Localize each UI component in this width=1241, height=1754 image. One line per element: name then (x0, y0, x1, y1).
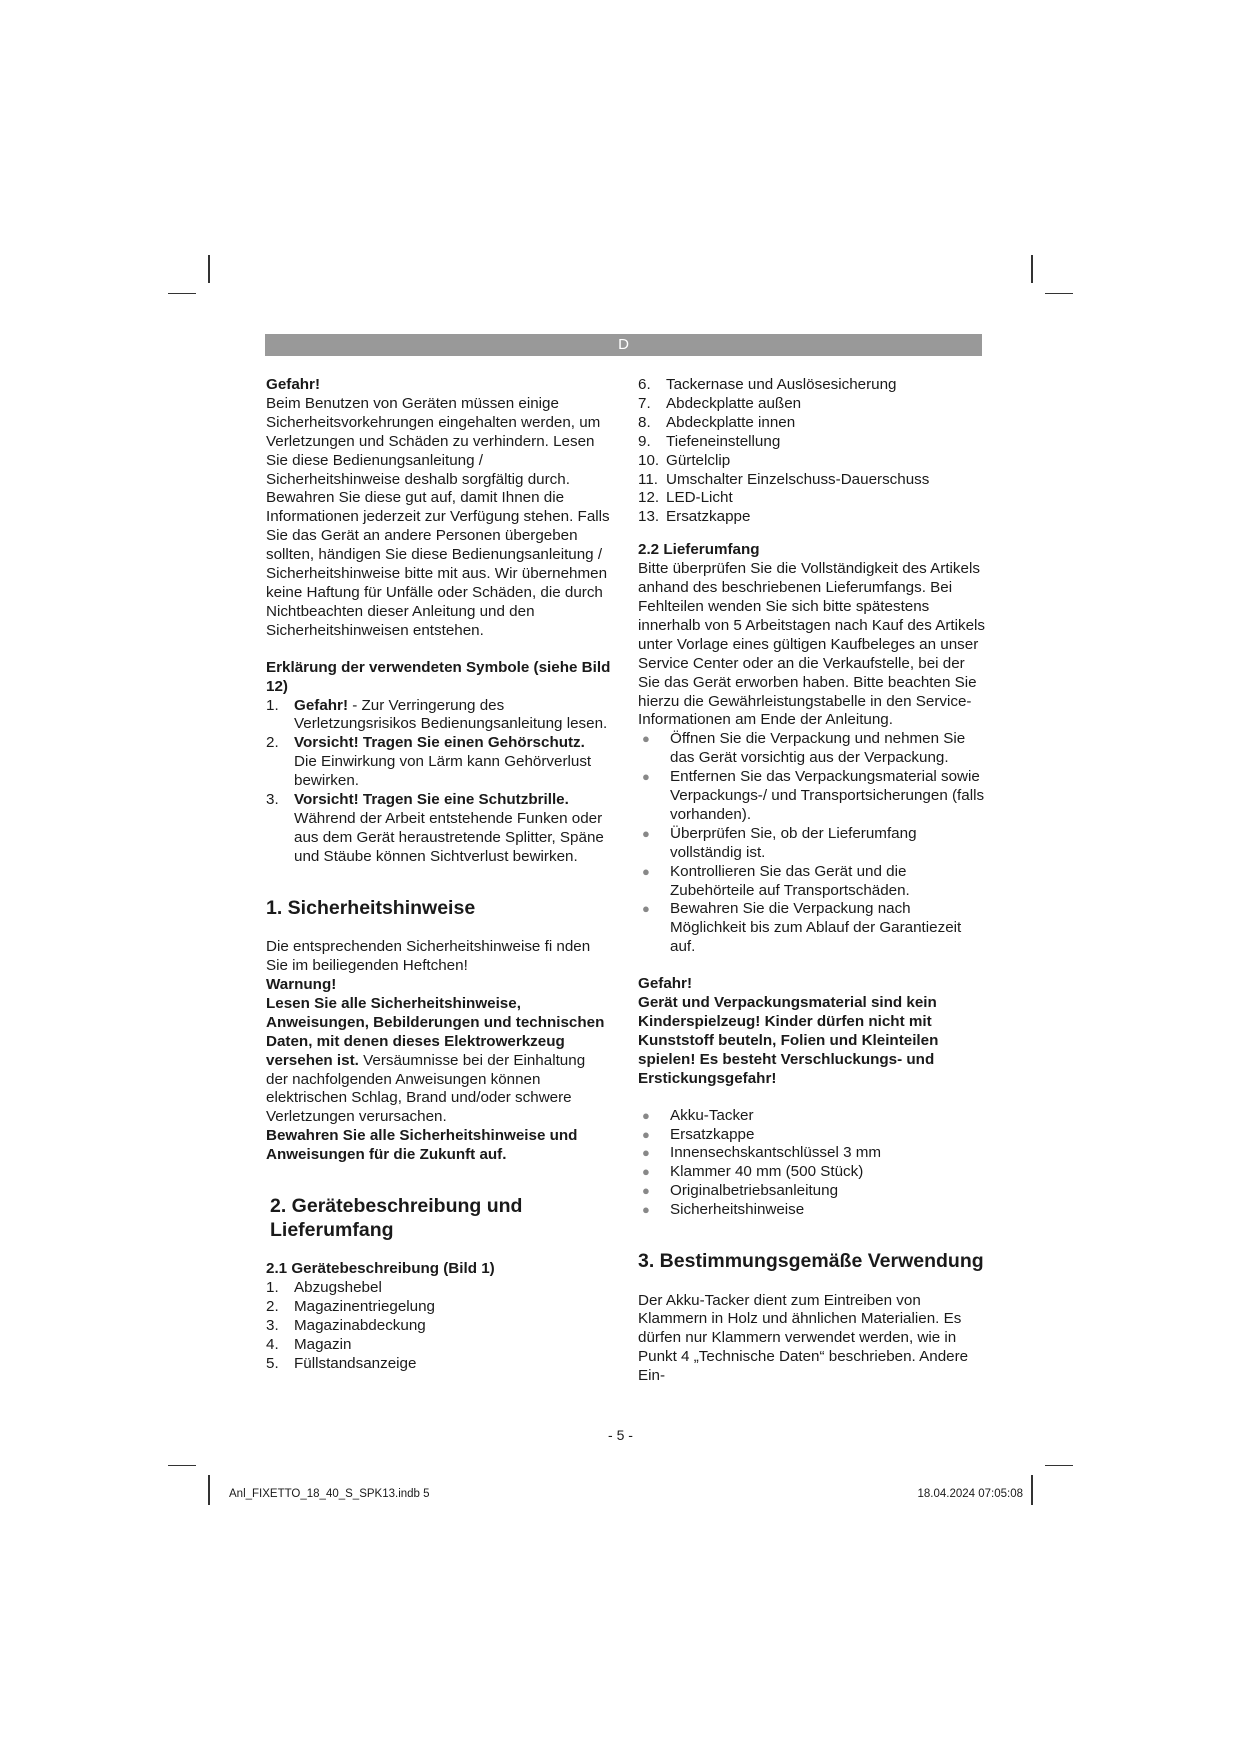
language-label: D (618, 336, 629, 353)
intended-use-text: Der Akku-Tacker dient zum Eintreiben von Klammern in Holz und ähnlichen Materialien. Es dürfen nur Klammern verwendet werden, wie in Punkt 4 „Technische Daten“ beschrieben. Andere Ein- (638, 1291, 969, 1385)
list-item: 4. Magazin (266, 1335, 352, 1353)
list-item: ● Innensechskantschlüssel 3 mm (642, 1144, 882, 1162)
list-item: 12. LED-Licht (638, 489, 733, 507)
danger-title-2: Gefahr! (638, 975, 693, 993)
language-header-bar (265, 334, 982, 356)
list-item: ● Kontrollieren Sie das Gerät und die Zubehörteile auf Transportschäden. (642, 862, 910, 899)
list-item: 13. Ersatzkappe (638, 508, 751, 526)
list-item: 9. Tiefeneinstellung (638, 432, 781, 450)
list-item: ● Ersatzkappe (642, 1125, 755, 1143)
list-item: 7. Abdeckplatte außen (638, 394, 802, 412)
list-item: 1. Gefahr! - Zur Verringerung des Verletzungsrisikos Bedienungsanleitung lesen. (266, 696, 608, 733)
list-item: ● Öffnen Sie die Verpackung und nehmen Sie das Gerät vorsichtig aus der Verpackung. (642, 730, 966, 767)
list-item: 3. Vorsicht! Tragen Sie eine Schutzbrille. Während der Arbeit entstehende Funken oder aus dem Gerät heraustretende Splitter, Späne und Stäube können Sichtverlust bewirken. (266, 791, 604, 865)
list-item: ● Sicherheitshinweise (642, 1201, 805, 1219)
section-1-heading: 1. Sicherheitshinweise (266, 896, 476, 919)
bullet-icon: ● (642, 769, 650, 785)
list-item: 10. Gürtelclip (638, 451, 731, 469)
crop-mark (168, 293, 196, 294)
delivery-text: Bitte überprüfen Sie die Vollständigkeit des Artikels anhand des beschriebenen Lieferumfangs. Bei Fehlteilen wenden Sie sich bitte spätestens innerhalb von 5 Arbeitstagen nach Kauf des Artikels unter Vorlage eines gültigen Kaufbeleges an unser Service Center oder an die Verkaufstelle, bei der Sie das Gerät erworben haben. Bitte beachten Sie hierzu die Gewährleistungstabelle in den Service-Informationen am Ende der Anleitung. (638, 560, 986, 729)
list-item: 2. Magazinentriegelung (266, 1297, 436, 1315)
parts-list-continued (638, 376, 988, 527)
footer-timestamp: 18.04.2024 07:05:08 (917, 1488, 1023, 1500)
bullet-icon: ● (642, 1145, 650, 1161)
list-item: 3. Magazinabdeckung (266, 1316, 426, 1334)
unpacking-steps (638, 730, 988, 957)
bullet-icon: ● (642, 1126, 650, 1142)
keep-instructions-note: Bewahren Sie alle Sicherheitshinweise und Anweisungen für die Zukunft auf. (266, 1127, 578, 1164)
bullet-icon: ● (642, 825, 650, 841)
list-item: 2. Vorsicht! Tragen Sie einen Gehörschutz. Die Einwirkung von Lärm kann Gehörverlust bewirken. (266, 734, 592, 790)
list-item: 6. Tackernase und Auslösesicherung (638, 376, 897, 393)
crop-mark (168, 1465, 196, 1466)
danger-text-2: Gerät und Verpackungsmaterial sind kein Kinderspielzeug! Kinder dürfen nicht mit Kunststoff beuteln, Folien und Kleinteilen spielen! Es besteht Verschluckungs- und Erstickungsgefahr! (638, 994, 939, 1087)
subsection-2-1-heading: 2.1 Gerätebeschreibung (Bild 1) (266, 1260, 495, 1278)
page-number: - 5 - (608, 1427, 633, 1443)
list-item: ● Entfernen Sie das Verpackungsmaterial sowie Verpackungs-/ und Transportsicherungen (falls vorhanden). (642, 768, 985, 823)
bullet-icon: ● (642, 863, 650, 879)
list-item: 8. Abdeckplatte innen (638, 413, 796, 431)
list-item: ● Akku-Tacker (642, 1106, 754, 1124)
crop-mark (1031, 1475, 1033, 1505)
left-column (266, 376, 611, 1373)
danger-text: Beim Benutzen von Geräten müssen einige Sicherheitsvorkehrungen eingehalten werden, um Verletzungen und Schäden zu verhindern. Lesen Sie diese Bedienungsanleitung / Sicherheitshinweise deshalb sorgfältig durch. Bewahren Sie diese gut auf, damit Ihnen die Informationen jederzeit zur Verfügung stehen. Falls Sie das Gerät an andere Personen übergeben sollten, händigen Sie diese Bedienungsanleitung / Sicherheitshinweise bitte mit aus. Wir übernehmen keine Haftung für Unfälle oder Schäden, die durch Nichtbeachten dieser Anleitung und den Sicherheitshinweisen entstehen. (266, 394, 610, 639)
bullet-icon: ● (642, 1202, 650, 1218)
bullet-icon: ● (642, 731, 650, 747)
section-3-heading: 3. Bestimmungsgemäße Verwendung (638, 1250, 984, 1273)
list-item: ● Überprüfen Sie, ob der Lieferumfang vollständig ist. (642, 824, 917, 861)
list-item: ● Klammer 40 mm (500 Stück) (642, 1163, 864, 1181)
crop-mark (1045, 1465, 1073, 1466)
bullet-icon: ● (642, 1183, 650, 1199)
list-item: 11. Umschalter Einzelschuss-Dauerschuss (638, 470, 930, 488)
parts-list (266, 1279, 611, 1374)
right-column (638, 376, 988, 1386)
danger-title: Gefahr! (266, 376, 321, 393)
section-1-intro: Die entsprechenden Sicherheitshinweise fi nden Sie im beiliegenden Heftchen! (266, 938, 591, 975)
crop-mark (1045, 293, 1073, 294)
list-item: 5. Füllstandsanzeige (266, 1354, 417, 1372)
list-item: 1. Abzugshebel (266, 1278, 382, 1296)
delivery-contents-list (638, 1107, 988, 1220)
crop-mark (1031, 255, 1033, 283)
section-2-heading: 2. Gerätebeschreibung und Lieferumfang (270, 1195, 523, 1241)
crop-mark (208, 1475, 210, 1505)
bullet-icon: ● (642, 1107, 650, 1123)
symbols-list (266, 697, 611, 867)
warning-title: Warnung! (266, 975, 337, 993)
footer-filename: Anl_FIXETTO_18_40_S_SPK13.indb 5 (229, 1488, 430, 1500)
bullet-icon: ● (642, 901, 650, 917)
list-item: ● Originalbetriebsanleitung (642, 1182, 839, 1200)
bullet-icon: ● (642, 1164, 650, 1180)
warning-text: Lesen Sie alle Sicherheitshinweise, Anweisungen, Bebilderungen und technischen Daten, mit denen dieses Elektrowerkzeug versehen ist. Versäumnisse bei der Einhaltung der nachfolgenden Anweisungen können elektrischen Schlag, Brand und/oder schwere Verletzungen verursachen. (266, 994, 605, 1126)
symbols-title: Erklärung der verwendeten Symbole (siehe Bild 12) (266, 658, 611, 695)
list-item: ● Bewahren Sie die Verpackung nach Möglichkeit bis zum Ablauf der Garantiezeit auf. (642, 900, 962, 956)
subsection-2-2-heading: 2.2 Lieferumfang (638, 541, 760, 559)
crop-mark (208, 255, 210, 283)
